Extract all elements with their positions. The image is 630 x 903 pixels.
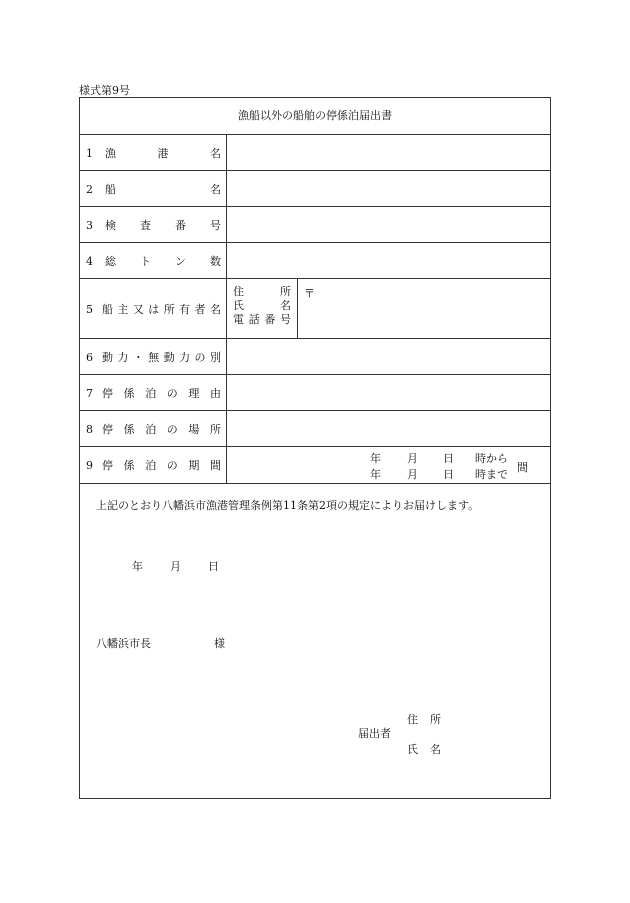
label-char: 泊 [145, 459, 157, 472]
label-char: 所 [163, 303, 175, 316]
label-char: 係 [123, 459, 135, 472]
label-char: 力 [179, 351, 191, 364]
label-char: 又 [132, 303, 144, 316]
label-owner [80, 279, 227, 339]
label-char: 氏 [233, 299, 244, 312]
date-month: 月 [170, 560, 181, 573]
label-char: 係 [123, 387, 135, 400]
label-char: 名 [280, 299, 291, 312]
postal-mark: 〒 [304, 287, 315, 300]
date-day: 日 [208, 560, 219, 573]
row-mooring-period [80, 446, 550, 484]
label-char: 総 [105, 255, 116, 268]
row-number: 8 [86, 422, 93, 436]
label-char: 話 [248, 313, 260, 326]
label-char: 所 [209, 423, 221, 436]
period-from-day: 日 [443, 452, 454, 465]
row-mooring-place [80, 410, 550, 447]
label-char: 査 [140, 219, 151, 232]
period-from-month: 月 [407, 452, 418, 465]
label-char: 住 [407, 713, 418, 726]
label-char: 名 [209, 303, 221, 316]
row-propulsion-type [80, 338, 550, 375]
period-from-year: 年 [370, 452, 381, 465]
label-char: 名 [210, 147, 221, 160]
label-char: 番 [175, 219, 186, 232]
label-mooring-reason [80, 375, 227, 411]
label-char: の [166, 459, 178, 472]
row-number: 1 [86, 146, 93, 160]
row-inspection-number [80, 206, 550, 243]
label-char: ・ [132, 351, 144, 364]
submission-date [132, 558, 219, 574]
period-to [370, 466, 508, 482]
label-char: 者 [194, 303, 206, 316]
row-number: 3 [86, 218, 93, 232]
label-char: ン [175, 255, 186, 268]
label-char: 停 [102, 459, 113, 472]
label-char: 所 [430, 713, 441, 726]
applicant-label: 届出者 [358, 727, 391, 740]
date-year: 年 [132, 560, 143, 573]
period-duration: 間 [517, 461, 528, 474]
row-gross-tonnage [80, 242, 550, 279]
applicant-name-label [407, 741, 441, 757]
label-vessel-name [80, 171, 227, 207]
notification-form [79, 97, 551, 799]
label-char: 号 [210, 219, 221, 232]
label-char: 数 [210, 255, 221, 268]
label-char: 氏 [407, 743, 418, 756]
applicant-address-label [407, 711, 441, 727]
owner-name-label [233, 299, 291, 313]
label-char: 泊 [145, 387, 157, 400]
row-vessel-name [80, 170, 550, 207]
label-char: 由 [209, 387, 221, 400]
label-char: 理 [188, 387, 200, 400]
label-char: 無 [148, 351, 160, 364]
label-char: 場 [188, 423, 200, 436]
label-char: は [148, 303, 160, 316]
label-char: 名 [430, 743, 441, 756]
label-gross-tonnage [80, 243, 227, 279]
label-propulsion-type [80, 339, 227, 375]
label-char: 検 [105, 219, 116, 232]
row-mooring-reason [80, 374, 550, 411]
period-to-month: 月 [407, 468, 418, 481]
period-field [298, 447, 550, 483]
label-char: 所 [280, 285, 291, 298]
label-char: 番 [264, 313, 276, 326]
label-char: の [194, 351, 206, 364]
label-char: の [166, 423, 178, 436]
label-fishing-port [80, 135, 227, 171]
owner-address-label [233, 285, 291, 299]
period-to-year: 年 [370, 468, 381, 481]
label-mooring-place [80, 411, 227, 447]
label-char: 動 [102, 351, 113, 364]
label-char: 泊 [145, 423, 157, 436]
label-char: 別 [209, 351, 221, 364]
label-char: 間 [209, 459, 221, 472]
label-char: 電 [233, 313, 244, 326]
row-number: 6 [86, 350, 93, 364]
form-title: 漁船以外の船舶の停係泊届出書 [238, 109, 392, 122]
label-char: 期 [188, 459, 200, 472]
period-to-day: 日 [443, 468, 454, 481]
label-char: 停 [102, 423, 113, 436]
owner-subfields [227, 279, 298, 339]
label-char: 住 [233, 285, 244, 298]
label-char: 船 [105, 183, 116, 196]
label-char: 係 [123, 423, 135, 436]
declaration-statement: 上記のとおり八幡浜市漁港管理条例第11条第2項の規定によりお届けします。 [96, 499, 480, 512]
period-to-time: 時まで [475, 468, 508, 481]
period-from [370, 450, 508, 466]
label-char: 有 [179, 303, 191, 316]
owner-phone-label [233, 313, 291, 327]
row-number: 4 [86, 254, 93, 268]
label-char: ト [140, 255, 151, 268]
row-owner [80, 278, 550, 339]
label-char: 船 [102, 303, 113, 316]
label-char: の [166, 387, 178, 400]
form-number: 様式第9号 [79, 84, 130, 97]
label-char: 名 [210, 183, 221, 196]
period-from-time: 時から [475, 452, 508, 465]
row-fishing-port [80, 134, 550, 171]
addressee-name: 八幡浜市長 [96, 637, 151, 650]
row-number: 5 [86, 302, 93, 316]
row-number: 7 [86, 386, 93, 400]
row-number: 2 [86, 182, 93, 196]
label-char: 主 [117, 303, 129, 316]
label-mooring-period [80, 447, 227, 483]
label-char: 停 [102, 387, 113, 400]
addressee-honorific: 様 [214, 637, 225, 650]
label-char: 力 [117, 351, 129, 364]
label-char: 動 [163, 351, 175, 364]
row-number: 9 [86, 458, 93, 472]
label-char: 港 [157, 147, 169, 160]
label-char: 漁 [105, 147, 116, 160]
label-inspection-number [80, 207, 227, 243]
label-char: 号 [279, 313, 291, 326]
